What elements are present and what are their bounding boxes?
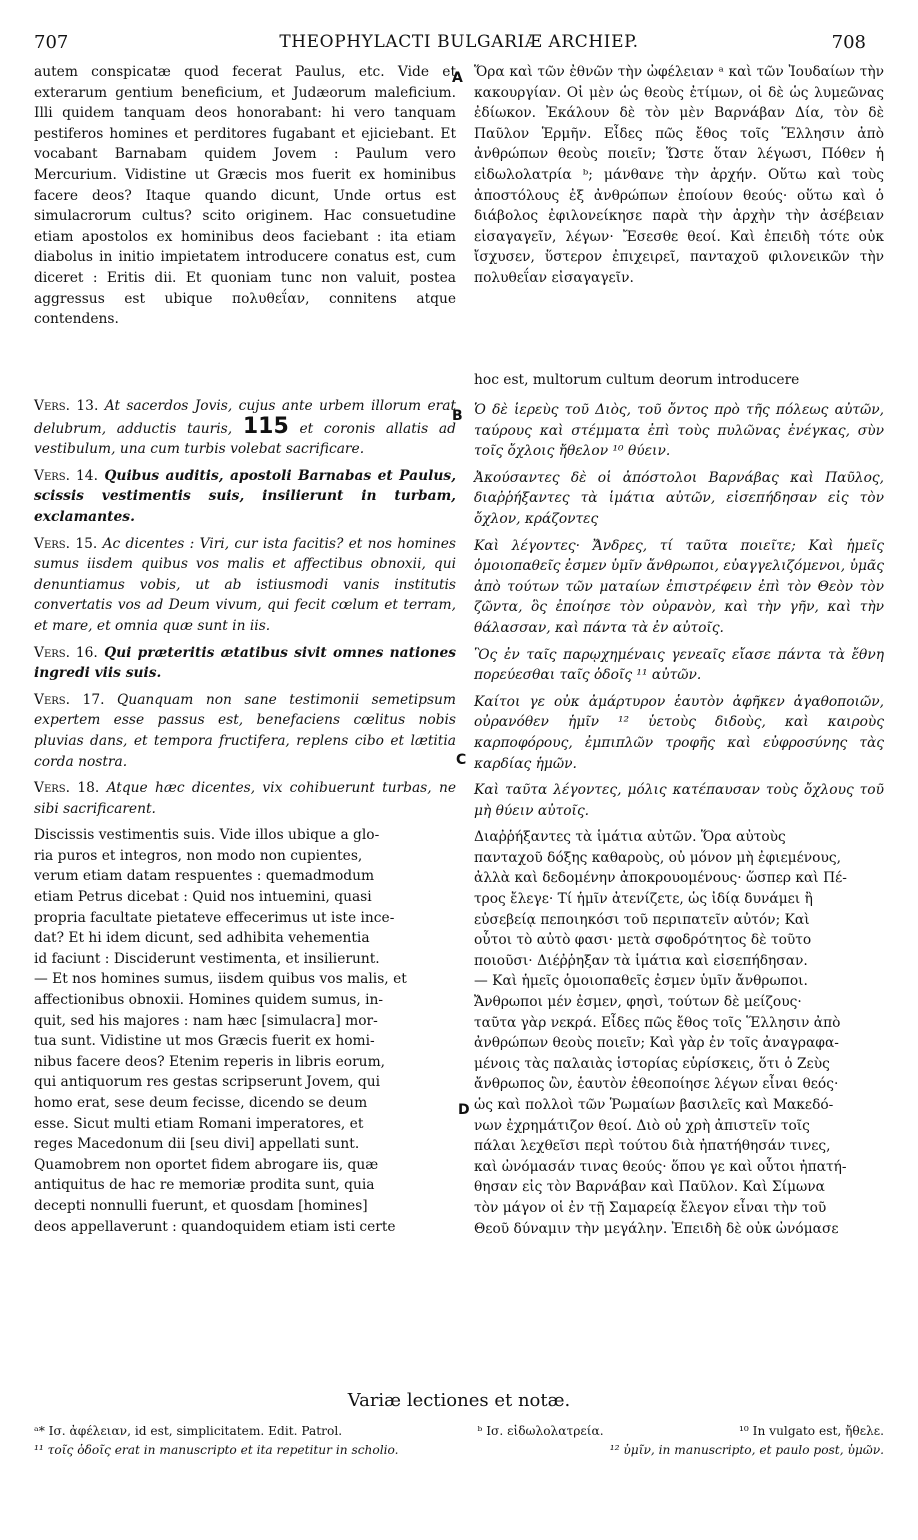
latin-verse: Vers. 14. Quibus auditis, apostoli Barnabas et Paulus, scissis vestimentis suis, insilierunt in turbam, exclamantes. [34,467,457,525]
greek-verse: Καίτοι γε οὐκ ἀμάρτυρον ἑαυτὸν ἀφῆκεν ἀγαθοποιῶν, οὐρανόθεν ἡμῖν ¹² ὑετοὺς διδοὺς, καὶ καιροὺς καρποφόρους, ἐμπιπλῶν τροφῆς καὶ εὐφροσύνης τὰς καρδίας ἡμῶν. [474,693,884,772]
greek-commentary: Διαῤῥήξαντες τὰ ἱμάτια αὐτῶν. Ὅρα αὐτοὺς πανταχοῦ δόξης καθαροὺς, οὐ μόνον μὴ ἐφιεμένους, ἀλλὰ καὶ δεδομένην ἀποκρουομένους· ὥσπερ καὶ Πέ- τρος ἔλεγε· Τί ἡμῖν ἀτενίζετε, ὡς ἰδίᾳ δυνάμει ἢ εὐσεβείᾳ πεποιηκόσι τοῦ περιπατεῖν αὐτόν; Καὶ οὗτοι τὸ αὐτὸ φασι· μετὰ σφοδρότητος δὲ τοῦτο ποιοῦσι· Διέῤῥηξαν τὰ ἱμάτια καὶ εἰσεπήδησαν. — Καὶ ἡμεῖς ὁμοιοπαθεῖς ἐσμεν ὑμῖν ἄνθρωποι. Ἄνθρωποι μέν ἐσμεν, φησὶ, τούτων δὲ μείζους· ταῦτα γὰρ νεκρά. Εἶδες πῶς ἔθος τοῖς Ἕλλησιν ἀπὸ ἀνθρώπων θεοὺς ποιεῖν; Καὶ γὰρ ἐν τοῖς ἀναγραφα- μένοις τὰς παλαιὰς ἱστορίας εὑρίσκεις, ὅτι ὁ Ζεὺς ἄνθρωπος ὢν, ἑαυτὸν ἐθεοποίησε λέγων εἶναι θεός· ὡς καὶ πολλοὶ τῶν Ῥωμαίων βασιλεῖς καὶ Μακεδό- νων ἐχρημάτιζον θεοί. Διὸ οὐ χρὴ ἀπιστεῖν τοῖς πάλαι λεχθεῖσι περὶ τούτου διὰ ἠπατήθησάν τινες, καὶ ὠνόμασάν τινας θεούς· ὅπου γε καὶ οὗτοι ἠπατή- θησαν εἰς τὸν Βαρνάβαν καὶ Παῦλον. Καὶ Σίμωνα τὸν μάγον οἱ ἐν τῇ Σαμαρείᾳ ἔλεγον εἶναι τὴν τοῦ Θεοῦ δύναμιν τὴν μεγάλην. Ἐπειδὴ δὲ οὐκ ὠνόμασε [474,829,847,1237]
footnotes [34,1422,884,1460]
footnote-row [34,1422,884,1441]
footnote: ¹¹ τοῖς ὁδοῖς erat in manuscripto et ita repetitur in scholio. [34,1443,399,1457]
greek-verse: Καὶ ταῦτα λέγοντες, μόλις κατέπαυσαν τοὺς ὄχλους τοῦ μὴ θύειν αὐτοῖς. [474,782,884,819]
footnote: ᵃ* Ισ. ἀφέλειαν, id est, simplicitatem. Edit. Patrol. [34,1424,343,1438]
section-mark-c: C [456,752,467,768]
latin-verse: Vers. 17. Quanquam non sane testimonii semetipsum expertem esse passus est, benefaciens cœlitus nobis pluvias dans, et tempora fructifera, replens cibo et lætitia corda nostra. [34,691,456,770]
greek-verse: Ὃς ἐν ταῖς παρῳχημέναις γενεαῖς εἴασε πάντα τὰ ἔθνη πορεύεσθαι ταῖς ὁδοῖς ¹¹ αὐτῶν. [474,646,884,684]
greek-verse: Καὶ λέγοντες· Ἄνδρες, τί ταῦτα ποιεῖτε; Καὶ ἡμεῖς ὁμοιοπαθεῖς ἐσμεν ὑμῖν ἄνθρωποι, εὐαγγελιζόμενοι, ὑμᾶς ἀπὸ τούτων τῶν ματαίων ἐπιστρέφειν ἐπὶ τὸν Θεὸν τὸν ζῶντα, ὃς ἐποίησε τὸν οὐρανὸν, καὶ τὴν γῆν, καὶ τὴν θάλασσαν, καὶ πάντα τὰ ἐν αὐτοῖς. [474,537,884,636]
section-mark-d: D [458,1102,470,1118]
latin-intro: autem conspicatæ quod fecerat Paulus, etc. Vide et exterarum gentium beneficium, et Judæorum maleficium. Illi quidem tanquam deos honorabant: hi vero tanquam pestiferos homines et perditores fugabant et ejiciebant. Et vocabant Barnabam quidem Jovem : Paulum vero Mercurium. Vidistine ut Græcis mos fuerit ex hominibus facere deos? Itaque quando dicunt, Unde ortus est simulacrorum cultus? scito originem. Hac consuetudine etiam apostolos ex hominibus deos faciebant : ita etiam diabolus in initio impietatem introducere conatus est, cum diceret : Eritis dii. Et quoniam tunc non valuit, postea aggressus est ubique πολυθεΐαν, connitens atque contendens. [34,64,456,328]
section-mark-a: A [452,70,463,86]
latin-verse: Vers. 16. Qui præteritis ætatibus sivit omnes nationes ingredi viis suis. [34,644,456,682]
latin-commentary: Discissis vestimentis suis. Vide illos ubique a glo- ria puros et integros, non modo non cupientes, verum etiam datam respuentes : quemadmodum etiam Petrus dicebat : Quid nos intuemini, quasi propria facultate pietateve effecerimus ut iste ince- dat? Et hi idem dicunt, sed adhibita vehementia id faciunt : Disciderunt vestimenta, et insilierunt. — Et nos homines sumus, iisdem quibus vos malis, et affectionibus obnoxii. Homines quidem sumus, in- quit, sed his majores : nam hæc [simulacra] mor- tua sunt. Vidistine ut mos Græcis fuerit ex homi- nibus facere deos? Etenim reperis in libris eorum, qui antiquorum res gestas scripserunt Jovem, qui homo erat, sese deum fecisse, dicendo se deum esse. Sicut multi etiam Romani imperatores, et reges Macedonum dii [seu divi] appellati sunt. Quamobrem non oportet fidem abrogare iis, quæ antiquitus de hac re memoriæ prodita sunt, quia decepti nonnulli fuerunt, et quosdam [homines] deos appellaverunt : quandoquidem etiam isti certe [34,827,407,1235]
footnote: ¹² ὑμῖν, in manuscripto, et paulo post, ὑμῶν. [609,1443,884,1457]
greek-intro: Ὅρα καὶ τῶν ἐθνῶν τὴν ὠφέλειαν ᵃ καὶ τῶν Ἰουδαίων τὴν κακουργίαν. Οἱ μὲν ὡς θεοὺς ἐτίμων, οἱ δὲ ὡς λυμεῶνας ἐδίωκον. Ἐκάλουν δὲ τὸν μὲν Βαρνάβαν Δία, τὸν δὲ Παῦλον Ἑρμῆν. Εἶδες πῶς ἔθος τοῖς Ἕλλησιν ἀπὸ ἀνθρώπων θεοὺς ποιεῖν; Ὥστε ὅταν λέγωσι, Πόθεν ἡ εἰδωλολατρία ᵇ; μάνθανε τὴν ἀρχήν. Οὕτω καὶ τοὺς ἀποστόλους ἐξ ἀνθρώπων ἐποίουν θεούς· οὕτω καὶ ὁ διάβολος ἐφιλονείκησε παρὰ τὴν ἀρχὴν τὴν ἀσέβειαν εἰσαγαγεῖν, λέγων· Ἔσεσθε θεοί. Καὶ ἐπειδὴ τότε οὐκ ἴσχυσεν, ὕστερον ἐπιχειρεῖ, πανταχοῦ φιλονεικῶν τὴν πολυθεΐαν εἰσαγαγεῖν. [474,64,884,286]
latin-verse: Vers. 15. Ac dicentes : Viri, cur ista facitis? et nos homines sumus iisdem quibus vos malis et affectibus obnoxii, qui denuntiamus vobis, ut ab istiusmodi vanis institutis convertatis vos ad Deum vivum, qui fecit cœlum et terram, et mare, et omnia quæ sunt in iis. [34,535,457,634]
footnote: ¹⁰ In vulgato est, ἤθελε. [739,1424,884,1438]
running-header [0,28,918,58]
greek-column [474,62,884,1239]
latin-verse: Vers. 13. At sacerdos Jovis, cujus ante urbem illorum erat delubrum, adductis tauris, 115 et coronis allatis ad vestibulum, una cum turbis volebat sacrificare. [34,398,456,458]
section-mark-b: B [452,408,463,424]
page-number-right: 708 [831,32,866,53]
greek-verse: Ὁ δὲ ἱερεὺς τοῦ Διὸς, τοῦ ὄντος πρὸ τῆς πόλεως αὐτῶν, ταύρους καὶ στέμματα ἐπὶ τοὺς πυλῶνας ἐνέγκας, σὺν τοῖς ὄχλοις ἤθελον ¹⁰ θύειν. [474,402,884,460]
latin-column [34,62,456,1237]
latin-gloss: hoc est, multorum cultum deorum introducere [474,372,800,388]
footnote-row [34,1441,884,1460]
column-number: 115 [242,413,289,439]
footnote: ᵇ Ισ. εἰδωλολατρεία. [477,1424,604,1438]
running-title: THEOPHYLACTI BULGARIÆ ARCHIEP. [279,32,639,52]
latin-verse: Vers. 18. Atque hæc dicentes, vix cohibuerunt turbas, ne sibi sacrificarent. [34,780,456,817]
notes-heading: Variæ lectiones et notæ. [347,1390,571,1411]
page-number-left: 707 [34,32,69,53]
greek-verse: Ἀκούσαντες δὲ οἱ ἀπόστολοι Βαρνάβας καὶ Παῦλος, διαῤῥήξαντες τὰ ἱμάτια αὐτῶν, εἰσεπήδησαν εἰς τὸν ὄχλον, κράζοντες [474,469,884,527]
